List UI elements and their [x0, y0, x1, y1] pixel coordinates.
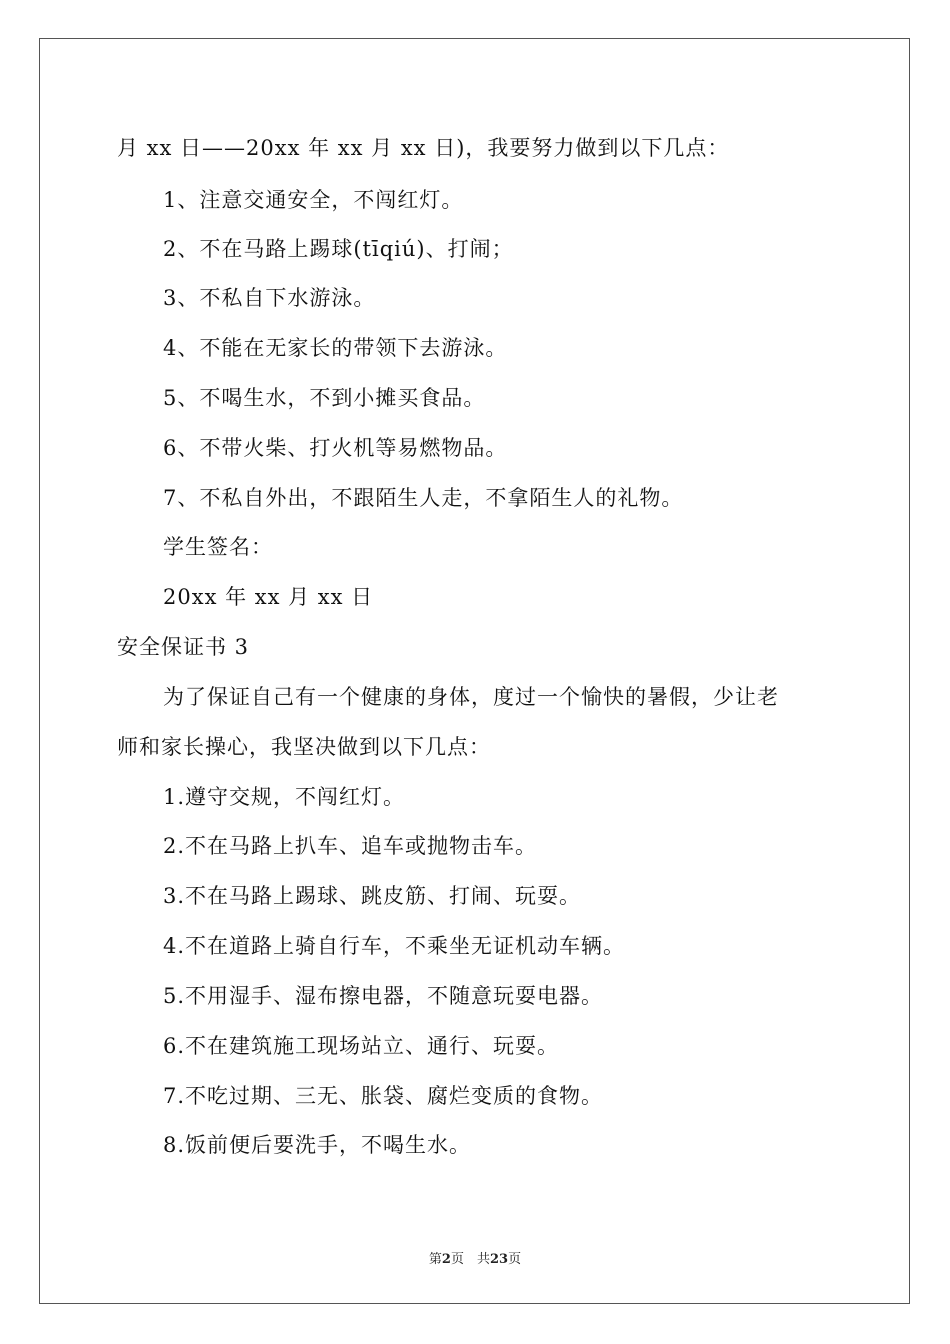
pledge-item-3: 3.不在马路上踢球、跳皮筋、打闹、玩耍。	[163, 884, 582, 908]
intro-paragraph-line-1: 为了保证自己有一个健康的身体，度过一个愉快的暑假，少让老	[163, 685, 779, 709]
pledge-item-5: 5.不用湿手、湿布擦电器，不随意玩耍电器。	[163, 984, 604, 1008]
section-title: 安全保证书 3	[117, 635, 250, 659]
total-pages-number: 23	[489, 1252, 509, 1267]
page-frame	[39, 38, 910, 1304]
pledge-item-7: 7.不吃过期、三无、胀袋、腐烂变质的食物。	[163, 1084, 604, 1108]
student-signature-label: 学生签名：	[163, 535, 273, 559]
footer-prefix: 第	[428, 1252, 442, 1267]
pledge-item-4: 4.不在道路上骑自行车，不乘坐无证机动车辆。	[163, 934, 626, 958]
list-item-1: 1、注意交通安全，不闯红灯。	[163, 188, 464, 212]
list-item-3: 3、不私自下水游泳。	[163, 286, 376, 310]
pledge-item-2: 2.不在马路上扒车、追车或抛物击车。	[163, 834, 538, 858]
list-item-2: 2、不在马路上踢球(tīqiú)、打闹；	[163, 237, 514, 261]
pledge-item-1: 1.遵守交规，不闯红灯。	[163, 785, 406, 809]
signature-date: 20xx 年 xx 月 xx 日	[163, 585, 374, 609]
list-item-6: 6、不带火柴、打火机等易燃物品。	[163, 436, 508, 460]
list-item-5: 5、不喝生水，不到小摊买食品。	[163, 386, 486, 410]
pledge-item-6: 6.不在建筑施工现场站立、通行、玩耍。	[163, 1034, 560, 1058]
list-item-4: 4、不能在无家长的带领下去游泳。	[163, 336, 508, 360]
footer-mid: 页 共	[450, 1252, 490, 1267]
current-page-number: 2	[441, 1252, 451, 1267]
list-item-7: 7、不私自外出，不跟陌生人走，不拿陌生人的礼物。	[163, 486, 684, 510]
pledge-item-8: 8.饭前便后要洗手，不喝生水。	[163, 1133, 472, 1157]
intro-paragraph-line-2: 师和家长操心，我坚决做到以下几点：	[117, 735, 491, 759]
page-footer	[0, 1248, 950, 1267]
text-line-continuation: 月 xx 日——20xx 年 xx 月 xx 日)，我要努力做到以下几点：	[117, 136, 730, 160]
footer-suffix: 页	[508, 1252, 522, 1267]
